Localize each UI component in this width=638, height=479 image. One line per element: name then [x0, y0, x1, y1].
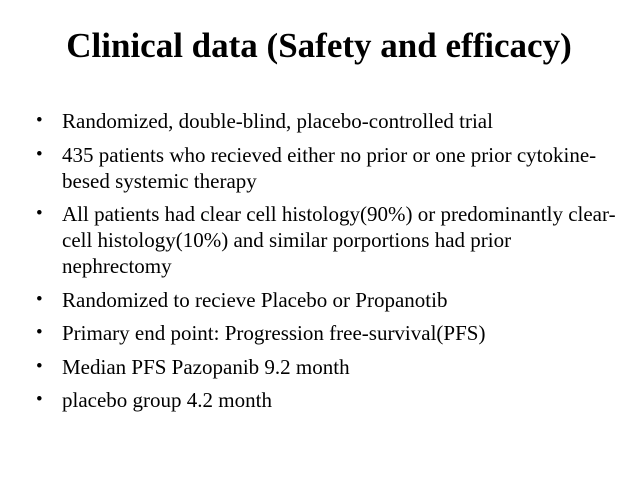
- bullet-item: [36, 201, 621, 279]
- bullet-item: [36, 354, 621, 380]
- bullet-text: Primary end point: Progression free-survival(PFS): [62, 321, 486, 345]
- bullet-text: Randomized, double-blind, placebo-controlled trial: [62, 109, 493, 133]
- bullet-text: All patients had clear cell histology(90%) or predominantly clear-cell histology(10%) and similar porportions had prior nephrectomy: [62, 202, 616, 278]
- bullet-text: 435 patients who recieved either no prior or one prior cytokine-besed systemic therapy: [62, 142, 597, 193]
- bullet-text: Median PFS Pazopanib 9.2 month: [62, 354, 350, 379]
- slide-title: Clinical data (Safety and efficacy): [66, 26, 572, 65]
- bullet-item: [36, 287, 621, 313]
- bullet-item: [36, 387, 621, 413]
- bullet-dot-icon: •: [36, 389, 43, 410]
- bullet-dot-icon: •: [36, 110, 43, 131]
- bullet-item: [36, 142, 621, 194]
- bullet-text: Randomized to recieve Placebo or Propanotib: [62, 287, 448, 312]
- bullet-item: [36, 108, 621, 134]
- bullet-dot-icon: •: [36, 288, 43, 310]
- bullet-text: placebo group 4.2 month: [62, 388, 272, 412]
- bullet-dot-icon: •: [36, 355, 43, 377]
- bullet-dot-icon: •: [36, 143, 43, 165]
- bullet-item: [36, 320, 621, 346]
- bullet-dot-icon: •: [36, 203, 43, 224]
- bullet-dot-icon: •: [36, 322, 43, 343]
- bullet-list: [36, 108, 621, 421]
